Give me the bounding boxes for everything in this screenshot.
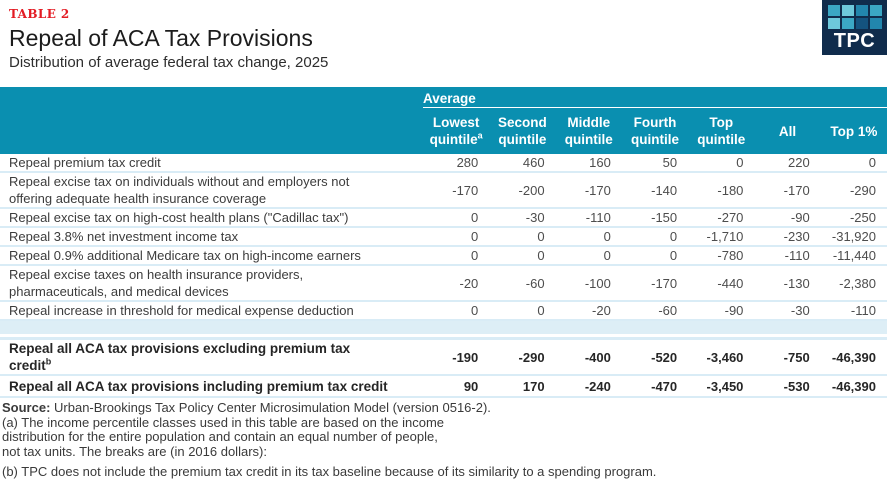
cell-value: 0 [868, 155, 876, 170]
cell-value: -520 [651, 349, 678, 365]
tpc-logo [822, 0, 887, 55]
logo-square [842, 18, 854, 29]
cell-value: 0 [471, 229, 479, 244]
cell-value: 0 [603, 229, 611, 244]
cell-value: -11,440 [832, 248, 876, 263]
column-group-label: Average [423, 87, 887, 108]
cell-value: -130 [783, 275, 810, 291]
figure-header [0, 0, 887, 72]
source-note [2, 401, 887, 416]
cell-value: -46,390 [831, 349, 876, 365]
cell-value: -170 [651, 275, 678, 291]
cell-value: 0 [603, 248, 611, 263]
cell-value: -530 [783, 378, 810, 394]
cell-value: -3,460 [706, 349, 744, 365]
cell-value: 0 [537, 303, 545, 318]
cell-value: -100 [584, 275, 611, 291]
row-label: Repeal excise tax on individuals without and employers not offering adequate health insurance coverage [9, 174, 350, 206]
cell-value: -170 [584, 182, 611, 198]
logo-square [856, 18, 868, 29]
row-label: Repeal premium tax credit [9, 155, 161, 170]
table-number-label: TABLE 2 [9, 7, 70, 21]
column-header-all: All [778, 123, 797, 139]
cell-value: 170 [522, 378, 545, 394]
cell-value: -3,450 [706, 378, 744, 394]
cell-value: 460 [522, 155, 545, 170]
cell-value: -60 [525, 275, 545, 291]
cell-value: -190 [452, 349, 479, 365]
table-totals [0, 337, 887, 398]
cell-value: -750 [783, 349, 810, 365]
table-row [0, 247, 887, 266]
footnote-b: (b) TPC does not include the premium tax credit in its tax baseline because of its similarity to a spending program. [2, 464, 657, 479]
table-spacer [0, 321, 887, 334]
row-label: Repeal excise tax on high-cost health plans ("Cadillac tax") [9, 210, 349, 225]
cell-value: -46,390 [831, 378, 876, 394]
logo-square [842, 5, 854, 16]
table-row [0, 266, 887, 302]
cell-value: -30 [790, 303, 810, 318]
cell-value: 280 [456, 155, 479, 170]
cell-value: 0 [669, 229, 678, 244]
cell-value: -20 [592, 303, 611, 318]
cell-value: -200 [518, 182, 545, 198]
cell-value: 50 [662, 155, 678, 170]
column-header-top-1pct: Top 1% [830, 123, 878, 139]
row-label: Repeal excise taxes on health insurance providers, pharmaceuticals, and medical devices [9, 267, 304, 299]
table-row [0, 302, 887, 321]
cell-value: -2,380 [839, 275, 876, 291]
logo-square [828, 18, 840, 29]
column-group-row [0, 87, 887, 108]
cell-value: -440 [717, 275, 744, 291]
table-row [0, 228, 887, 247]
figure-footer [0, 398, 887, 479]
row-label: Repeal increase in threshold for medical expense deduction [9, 303, 354, 318]
table-row-total [0, 340, 887, 376]
row-label: Repeal 3.8% net investment income tax [9, 229, 239, 244]
cell-value: 0 [471, 303, 479, 318]
cell-value: -170 [783, 182, 810, 198]
table-row [0, 209, 887, 228]
row-label: Repeal all ACA tax provisions including premium tax credit [9, 378, 388, 394]
column-header-second-quintile: Second quintile [498, 115, 547, 147]
logo-square [828, 5, 840, 16]
cell-value: -110 [850, 303, 876, 318]
cell-value: 0 [537, 248, 545, 263]
source-text: Urban-Brookings Tax Policy Center Microsimulation Model (version 0516-2). [50, 400, 491, 415]
cell-value: 0 [537, 229, 545, 244]
row-label: Repeal 0.9% additional Medicare tax on high-income earners [9, 248, 361, 263]
cell-value: 0 [471, 248, 479, 263]
table-row [0, 154, 887, 173]
column-header-lowest-quintile: Lowest quintile$^a$ [429, 115, 483, 147]
cell-value: -110 [585, 210, 611, 225]
column-header-fourth-quintile: Fourth quintile [630, 115, 679, 147]
cell-value: -240 [584, 378, 611, 394]
cell-value: -470 [651, 378, 678, 394]
cell-value: -290 [849, 182, 876, 198]
cell-value: -290 [518, 349, 545, 365]
column-header-row [0, 108, 887, 154]
column-header-middle-quintile: Middle quintile [564, 115, 613, 147]
cell-value: -31,920 [831, 229, 876, 244]
cell-value: -60 [658, 303, 678, 318]
cell-value: -400 [584, 349, 611, 365]
cell-value: -90 [724, 303, 744, 318]
cell-value: -90 [790, 210, 810, 225]
cell-value: 90 [463, 378, 479, 394]
header-spacer [0, 87, 423, 108]
table-body [0, 154, 887, 398]
cell-value: -150 [651, 210, 678, 225]
table-row-total [0, 376, 887, 398]
cell-value: -110 [784, 248, 810, 263]
cell-value: -270 [717, 210, 744, 225]
row-label: Repeal all ACA tax provisions excluding premium tax credit$^b$ [9, 341, 351, 373]
logo-square [856, 5, 868, 16]
cell-value: -140 [651, 182, 678, 198]
table-header [0, 87, 887, 154]
logo-square [870, 18, 882, 29]
tpc-logo-grid-icon [828, 5, 882, 29]
source-label: Source: [2, 400, 51, 415]
table-row [0, 173, 887, 209]
cell-value: 0 [736, 155, 744, 170]
cell-value: -230 [783, 229, 810, 244]
column-header-top-quintile: Top quintile [697, 115, 746, 147]
cell-value: 0 [471, 210, 479, 225]
page-title: Repeal of ACA Tax Provisions [9, 25, 313, 51]
footnote-marker: b [45, 356, 52, 367]
cell-value: 160 [589, 155, 611, 170]
cell-value: 0 [669, 248, 678, 263]
logo-square [870, 5, 882, 16]
page-subtitle: Distribution of average federal tax change, 2025 [9, 54, 329, 71]
cell-value: -1,710 [706, 229, 744, 244]
cell-value: -250 [849, 210, 876, 225]
cell-value: -780 [717, 248, 744, 263]
tpc-logo-text: TPC [833, 30, 876, 52]
footnote-a: (a) The income percentile classes used in this table are based on the income distribution for the entire population and contain an equal number of people, not tax units. The breaks are (in 2016 dollars): [2, 414, 445, 459]
cell-value: 220 [788, 155, 810, 170]
cell-value: -20 [459, 275, 479, 291]
cell-value: -170 [452, 182, 479, 198]
cell-value: -180 [717, 182, 744, 198]
header-spacer [0, 108, 423, 154]
cell-value: -30 [525, 210, 545, 225]
